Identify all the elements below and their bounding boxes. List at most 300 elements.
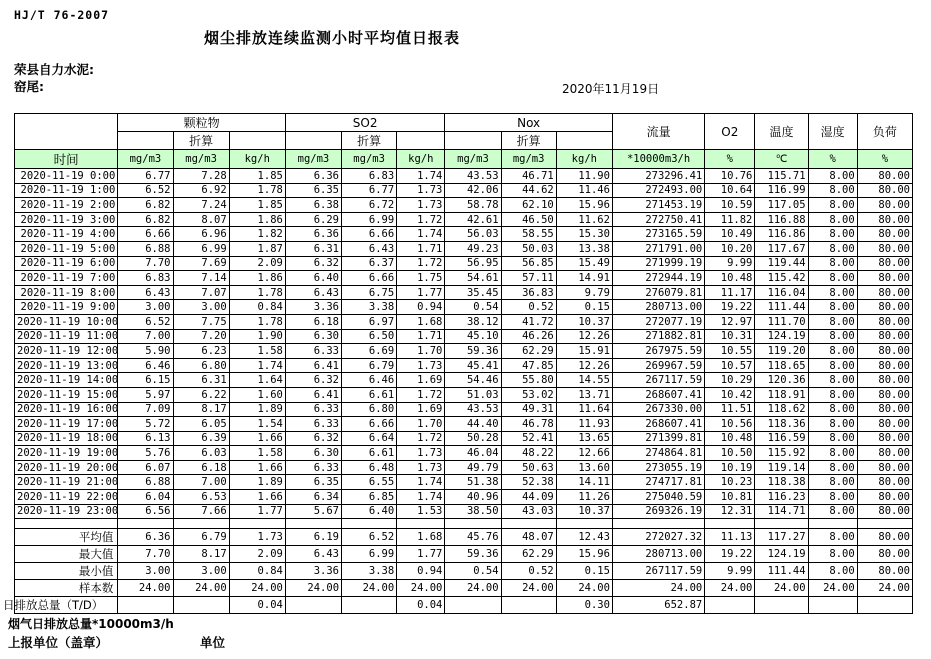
value-cell: 8.00 (808, 446, 857, 461)
summary-row (15, 563, 913, 580)
value-cell: 6.99 (173, 241, 229, 256)
value-cell: 10.48 (705, 271, 755, 286)
value-cell: 12.66 (556, 446, 612, 461)
value-cell: 5.76 (118, 446, 173, 461)
summary-value-cell: 6.52 (342, 529, 397, 546)
value-cell: 6.83 (118, 271, 173, 286)
value-cell: 1.85 (229, 169, 285, 184)
value-cell: 54.61 (445, 271, 501, 286)
value-cell: 268607.41 (612, 417, 704, 432)
value-cell: 80.00 (857, 198, 912, 213)
column-header-o2: O2 (705, 114, 755, 150)
value-cell: 6.75 (342, 285, 397, 300)
value-cell: 118.91 (755, 387, 808, 402)
value-cell: 7.70 (118, 256, 173, 271)
value-cell: 43.53 (445, 169, 501, 184)
blank-cell (501, 519, 556, 529)
value-cell: 6.37 (342, 256, 397, 271)
value-cell: 6.22 (173, 387, 229, 402)
table-row (15, 504, 913, 519)
value-cell: 6.30 (285, 446, 341, 461)
value-cell: 6.56 (118, 504, 173, 519)
summary-value-cell (342, 597, 397, 614)
summary-value-cell: 0.94 (397, 563, 445, 580)
summary-value-cell: 3.00 (173, 563, 229, 580)
value-cell: 1.68 (397, 314, 445, 329)
value-cell: 1.74 (397, 169, 445, 184)
value-cell: 80.00 (857, 256, 912, 271)
table-row (15, 212, 913, 227)
summary-value-cell: 0.54 (445, 563, 501, 580)
value-cell: 271999.19 (612, 256, 704, 271)
value-cell: 116.59 (755, 431, 808, 446)
value-cell: 272944.19 (612, 271, 704, 286)
value-cell: 45.41 (445, 358, 501, 373)
value-cell: 8.00 (808, 198, 857, 213)
value-cell: 41.72 (501, 314, 556, 329)
value-cell: 6.82 (118, 198, 173, 213)
time-cell: 2020-11-19 2:00 (15, 198, 118, 213)
value-cell: 1.70 (397, 344, 445, 359)
value-cell: 1.73 (397, 460, 445, 475)
value-cell: 6.35 (285, 475, 341, 490)
value-cell: 8.00 (808, 314, 857, 329)
blank-cell (173, 519, 229, 529)
value-cell: 276079.81 (612, 285, 704, 300)
value-cell: 48.22 (501, 446, 556, 461)
value-cell: 6.36 (285, 169, 341, 184)
location-label: 窑尾: (14, 79, 44, 94)
value-cell: 10.64 (705, 183, 755, 198)
table-row (15, 314, 913, 329)
value-cell: 6.33 (285, 460, 341, 475)
unit-cell: mg/m3 (445, 150, 501, 169)
value-cell: 44.09 (501, 490, 556, 505)
value-cell: 8.00 (808, 475, 857, 490)
column-header-humidity: 湿度 (808, 114, 857, 150)
value-cell: 6.40 (285, 271, 341, 286)
value-cell: 1.78 (229, 314, 285, 329)
value-cell: 280713.00 (612, 300, 704, 315)
value-cell: 267330.00 (612, 402, 704, 417)
time-cell: 2020-11-19 9:00 (15, 300, 118, 315)
summary-value-cell: 6.36 (118, 529, 173, 546)
value-cell: 1.78 (229, 183, 285, 198)
unit-cell: mg/m3 (118, 150, 173, 169)
summary-value-cell: 267117.59 (612, 563, 704, 580)
summary-value-cell: 62.29 (501, 546, 556, 563)
summary-value-cell: 272027.32 (612, 529, 704, 546)
value-cell: 1.73 (397, 446, 445, 461)
value-cell: 1.77 (397, 285, 445, 300)
table-row (15, 241, 913, 256)
value-cell: 10.57 (705, 358, 755, 373)
value-cell: 80.00 (857, 212, 912, 227)
group-header-so2: SO2 (285, 114, 445, 132)
summary-value-cell (501, 597, 556, 614)
value-cell: 5.72 (118, 417, 173, 432)
summary-value-cell: 6.19 (285, 529, 341, 546)
summary-label: 最大值 (15, 546, 118, 563)
value-cell: 1.64 (229, 373, 285, 388)
time-cell: 2020-11-19 14:00 (15, 373, 118, 388)
value-cell: 80.00 (857, 504, 912, 519)
value-cell: 8.00 (808, 300, 857, 315)
value-cell: 118.38 (755, 475, 808, 490)
value-cell: 6.50 (342, 329, 397, 344)
value-cell: 1.75 (397, 271, 445, 286)
table-row (15, 387, 913, 402)
value-cell: 12.26 (556, 358, 612, 373)
column-header-temperature: 温度 (755, 114, 808, 150)
summary-value-cell: 1.68 (397, 529, 445, 546)
value-cell: 1.72 (397, 256, 445, 271)
summary-value-cell (755, 597, 808, 614)
summary-value-cell: 80.00 (857, 563, 912, 580)
time-cell: 2020-11-19 18:00 (15, 431, 118, 446)
value-cell: 11.46 (556, 183, 612, 198)
value-cell: 6.83 (342, 169, 397, 184)
summary-label: 日排放总量（T/D） (15, 597, 118, 614)
time-cell: 2020-11-19 16:00 (15, 402, 118, 417)
value-cell: 9.99 (705, 256, 755, 271)
value-cell: 80.00 (857, 358, 912, 373)
summary-value-cell: 45.76 (445, 529, 501, 546)
value-cell: 6.79 (342, 358, 397, 373)
value-cell: 6.82 (118, 212, 173, 227)
summary-value-cell: 24.00 (556, 580, 612, 597)
blank-cell (118, 519, 173, 529)
value-cell: 6.64 (342, 431, 397, 446)
table-row (15, 198, 913, 213)
time-cell: 2020-11-19 20:00 (15, 460, 118, 475)
summary-value-cell: 8.00 (808, 563, 857, 580)
unit-cell: kg/h (556, 150, 612, 169)
value-cell: 8.00 (808, 329, 857, 344)
summary-row (15, 580, 913, 597)
value-cell: 8.00 (808, 402, 857, 417)
value-cell: 11.90 (556, 169, 612, 184)
value-cell: 12.97 (705, 314, 755, 329)
blank-cell (755, 519, 808, 529)
summary-value-cell: 6.79 (173, 529, 229, 546)
value-cell: 8.00 (808, 417, 857, 432)
header-row-units (15, 150, 913, 169)
value-cell: 47.85 (501, 358, 556, 373)
value-cell: 271453.19 (612, 198, 704, 213)
summary-row (15, 546, 913, 563)
blank-cell (808, 519, 857, 529)
value-cell: 80.00 (857, 344, 912, 359)
value-cell: 8.00 (808, 169, 857, 184)
table-row (15, 358, 913, 373)
value-cell: 53.02 (501, 387, 556, 402)
value-cell: 124.19 (755, 329, 808, 344)
value-cell: 115.92 (755, 446, 808, 461)
value-cell: 15.30 (556, 227, 612, 242)
value-cell: 14.91 (556, 271, 612, 286)
value-cell: 6.33 (285, 344, 341, 359)
value-cell: 54.46 (445, 373, 501, 388)
value-cell: 7.28 (173, 169, 229, 184)
value-cell: 6.05 (173, 417, 229, 432)
value-cell: 11.82 (705, 212, 755, 227)
value-cell: 6.41 (285, 387, 341, 402)
summary-value-cell: 24.00 (118, 580, 173, 597)
value-cell: 0.15 (556, 300, 612, 315)
table-row (15, 329, 913, 344)
summary-value-cell: 0.04 (229, 597, 285, 614)
summary-value-cell: 24.00 (173, 580, 229, 597)
group-header-nox: Nox (445, 114, 613, 132)
blank-cell (285, 132, 341, 150)
value-cell: 10.37 (556, 504, 612, 519)
value-cell: 6.72 (342, 198, 397, 213)
summary-value-cell: 59.36 (445, 546, 501, 563)
value-cell: 111.44 (755, 300, 808, 315)
time-header-blank (15, 114, 118, 150)
value-cell: 268607.41 (612, 387, 704, 402)
unit-cell: % (808, 150, 857, 169)
value-cell: 6.66 (342, 227, 397, 242)
value-cell: 119.20 (755, 344, 808, 359)
value-cell: 8.17 (173, 402, 229, 417)
value-cell: 1.72 (397, 212, 445, 227)
time-cell: 2020-11-19 23:00 (15, 504, 118, 519)
value-cell: 49.79 (445, 460, 501, 475)
value-cell: 10.55 (705, 344, 755, 359)
summary-row (15, 529, 913, 546)
summary-value-cell: 0.52 (501, 563, 556, 580)
value-cell: 10.20 (705, 241, 755, 256)
value-cell: 80.00 (857, 271, 912, 286)
summary-value-cell (808, 597, 857, 614)
value-cell: 1.82 (229, 227, 285, 242)
summary-value-cell: 8.00 (808, 546, 857, 563)
value-cell: 272750.41 (612, 212, 704, 227)
value-cell: 7.00 (118, 329, 173, 344)
summary-value-cell: 124.19 (755, 546, 808, 563)
summary-value-cell: 24.00 (612, 580, 704, 597)
value-cell: 55.80 (501, 373, 556, 388)
unit-cell: *10000m3/h (612, 150, 704, 169)
value-cell: 6.43 (285, 285, 341, 300)
value-cell: 7.66 (173, 504, 229, 519)
value-cell: 45.10 (445, 329, 501, 344)
value-cell: 10.19 (705, 460, 755, 475)
value-cell: 116.23 (755, 490, 808, 505)
value-cell: 6.69 (342, 344, 397, 359)
value-cell: 40.96 (445, 490, 501, 505)
value-cell: 271399.81 (612, 431, 704, 446)
report-date: 2020年11月19日 (562, 82, 660, 96)
value-cell: 1.72 (397, 431, 445, 446)
summary-value-cell: 6.43 (285, 546, 341, 563)
value-cell: 52.41 (501, 431, 556, 446)
value-cell: 15.91 (556, 344, 612, 359)
summary-label: 样本数 (15, 580, 118, 597)
value-cell: 11.64 (556, 402, 612, 417)
time-column-header: 时间 (15, 150, 118, 169)
value-cell: 6.80 (173, 358, 229, 373)
value-cell: 19.22 (705, 300, 755, 315)
value-cell: 8.00 (808, 256, 857, 271)
summary-label: 平均值 (15, 529, 118, 546)
value-cell: 57.11 (501, 271, 556, 286)
value-cell: 50.63 (501, 460, 556, 475)
value-cell: 46.50 (501, 212, 556, 227)
value-cell: 1.73 (397, 198, 445, 213)
value-cell: 6.46 (118, 358, 173, 373)
value-cell: 80.00 (857, 285, 912, 300)
unit-cell: ℃ (755, 150, 808, 169)
value-cell: 6.43 (118, 285, 173, 300)
summary-value-cell (173, 597, 229, 614)
value-cell: 46.71 (501, 169, 556, 184)
value-cell: 6.88 (118, 241, 173, 256)
unit-cell: kg/h (397, 150, 445, 169)
value-cell: 8.00 (808, 271, 857, 286)
value-cell: 58.55 (501, 227, 556, 242)
table-row (15, 256, 913, 271)
value-cell: 116.04 (755, 285, 808, 300)
time-cell: 2020-11-19 17:00 (15, 417, 118, 432)
value-cell: 3.00 (118, 300, 173, 315)
value-cell: 275040.59 (612, 490, 704, 505)
value-cell: 11.26 (556, 490, 612, 505)
value-cell: 59.36 (445, 344, 501, 359)
value-cell: 80.00 (857, 431, 912, 446)
summary-value-cell: 11.13 (705, 529, 755, 546)
value-cell: 0.94 (397, 300, 445, 315)
value-cell: 49.31 (501, 402, 556, 417)
value-cell: 271882.81 (612, 329, 704, 344)
blank-cell (229, 519, 285, 529)
blank-cell (445, 519, 501, 529)
value-cell: 5.97 (118, 387, 173, 402)
value-cell: 8.00 (808, 387, 857, 402)
value-cell: 117.67 (755, 241, 808, 256)
value-cell: 6.34 (285, 490, 341, 505)
value-cell: 7.24 (173, 198, 229, 213)
value-cell: 6.96 (173, 227, 229, 242)
summary-value-cell: 24.00 (705, 580, 755, 597)
value-cell: 118.36 (755, 417, 808, 432)
value-cell: 56.95 (445, 256, 501, 271)
value-cell: 6.66 (342, 271, 397, 286)
summary-value-cell: 15.96 (556, 546, 612, 563)
blank-cell (397, 132, 445, 150)
value-cell: 6.23 (173, 344, 229, 359)
summary-value-cell: 19.22 (705, 546, 755, 563)
time-cell: 2020-11-19 10:00 (15, 314, 118, 329)
summary-value-cell: 2.09 (229, 546, 285, 563)
blank-cell (556, 132, 612, 150)
value-cell: 114.71 (755, 504, 808, 519)
unit-cell: % (705, 150, 755, 169)
value-cell: 35.45 (445, 285, 501, 300)
value-cell: 9.79 (556, 285, 612, 300)
report-table (3, 113, 913, 614)
value-cell: 1.89 (229, 475, 285, 490)
value-cell: 6.88 (118, 475, 173, 490)
value-cell: 56.85 (501, 256, 556, 271)
value-cell: 80.00 (857, 402, 912, 417)
value-cell: 52.38 (501, 475, 556, 490)
value-cell: 15.49 (556, 256, 612, 271)
summary-label: 最小值 (15, 563, 118, 580)
table-row (15, 344, 913, 359)
value-cell: 6.52 (118, 183, 173, 198)
value-cell: 6.18 (173, 460, 229, 475)
blank-cell (229, 132, 285, 150)
value-cell: 118.65 (755, 358, 808, 373)
value-cell: 10.59 (705, 198, 755, 213)
value-cell: 1.58 (229, 446, 285, 461)
value-cell: 80.00 (857, 314, 912, 329)
value-cell: 5.90 (118, 344, 173, 359)
value-cell: 1.72 (397, 387, 445, 402)
value-cell: 12.26 (556, 329, 612, 344)
value-cell: 8.00 (808, 358, 857, 373)
value-cell: 119.14 (755, 460, 808, 475)
value-cell: 6.32 (285, 256, 341, 271)
summary-value-cell (857, 597, 912, 614)
summary-row (15, 597, 913, 614)
value-cell: 11.17 (705, 285, 755, 300)
summary-value-cell: 1.73 (229, 529, 285, 546)
value-cell: 119.44 (755, 256, 808, 271)
value-cell: 1.71 (397, 241, 445, 256)
value-cell: 80.00 (857, 183, 912, 198)
value-cell: 1.85 (229, 198, 285, 213)
time-cell: 2020-11-19 7:00 (15, 271, 118, 286)
value-cell: 3.38 (342, 300, 397, 315)
summary-value-cell: 12.43 (556, 529, 612, 546)
value-cell: 6.66 (342, 417, 397, 432)
value-cell: 10.48 (705, 431, 755, 446)
value-cell: 1.89 (229, 402, 285, 417)
value-cell: 10.42 (705, 387, 755, 402)
table-row (15, 490, 913, 505)
time-cell: 2020-11-19 15:00 (15, 387, 118, 402)
value-cell: 8.00 (808, 373, 857, 388)
value-cell: 7.69 (173, 256, 229, 271)
value-cell: 8.00 (808, 460, 857, 475)
table-row (15, 460, 913, 475)
value-cell: 46.26 (501, 329, 556, 344)
value-cell: 11.62 (556, 212, 612, 227)
value-cell: 44.62 (501, 183, 556, 198)
value-cell: 13.65 (556, 431, 612, 446)
value-cell: 8.00 (808, 183, 857, 198)
value-cell: 80.00 (857, 387, 912, 402)
value-cell: 1.77 (229, 504, 285, 519)
value-cell: 1.66 (229, 460, 285, 475)
time-cell: 2020-11-19 13:00 (15, 358, 118, 373)
value-cell: 36.83 (501, 285, 556, 300)
time-cell: 2020-11-19 1:00 (15, 183, 118, 198)
header-row-groups (15, 114, 913, 132)
time-cell: 2020-11-19 21:00 (15, 475, 118, 490)
value-cell: 115.71 (755, 169, 808, 184)
time-cell: 2020-11-19 0:00 (15, 169, 118, 184)
value-cell: 44.40 (445, 417, 501, 432)
converted-header-so2: 折算 (342, 132, 397, 150)
value-cell: 6.32 (285, 431, 341, 446)
spacer-row (15, 519, 913, 529)
time-cell: 2020-11-19 8:00 (15, 285, 118, 300)
